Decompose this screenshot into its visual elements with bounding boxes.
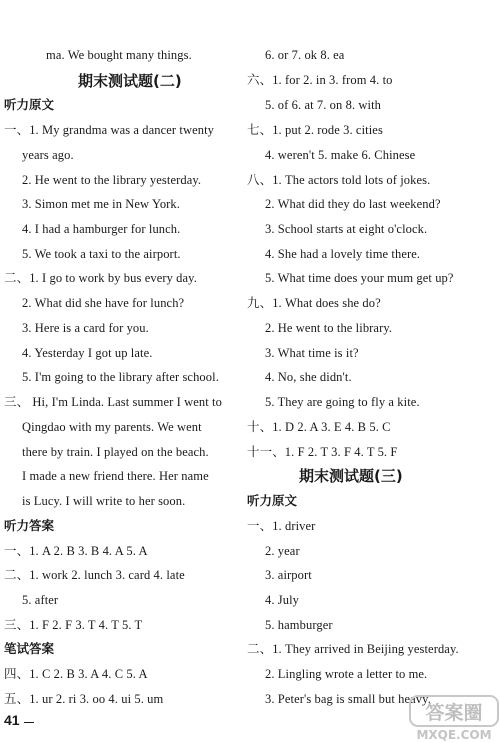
text-line: 2. year [265,544,300,558]
page-number-rule [24,722,34,723]
text-line: 4. She had a lovely time there. [265,247,421,261]
text-line: 二、1. I go to work by bus every day. [4,271,197,285]
text-line: ma. We bought many things. [46,48,192,62]
text-line: 2. Lingling wrote a letter to me. [265,667,428,681]
text-line: 2. He went to the library yesterday. [22,173,202,187]
text-line: 3. What time is it? [265,346,359,360]
heading-listening-text: 听力原文 [4,97,55,112]
watermark-text-bottom: MXQE.COM [416,728,492,742]
text-line: 五、1. ur 2. ri 3. oo 4. ui 5. um [4,692,164,706]
text-line: 九、1. What does she do? [247,296,381,310]
text-line: 一、1. My grandma was a dancer twenty [4,123,215,137]
text-line: 一、1. A 2. B 3. B 4. A 5. A [4,544,148,558]
text-line: 2. He went to the library. [265,321,393,335]
text-line: 七、1. put 2. rode 3. cities [247,123,383,137]
text-line: 5. We took a taxi to the airport. [22,247,181,261]
text-line: 3. airport [265,568,312,582]
text-line: 4. weren't 5. make 6. Chinese [265,148,416,162]
watermark-logo [408,694,500,743]
heading-written-answers: 笔试答案 [4,641,55,656]
text-line: 3. Peter's bag is small but heavy. [265,692,431,706]
text-line: 八、1. The actors told lots of jokes. [247,173,431,187]
page-number: 41 [4,712,20,728]
text-line: 5. They are going to fly a kite. [265,395,420,409]
text-line: Qingdao with my parents. We went [22,420,202,434]
watermark-text-top: 答案圈 [425,702,483,724]
text-line: 4. Yesterday I got up late. [22,346,153,360]
text-line: 2. What did they do last weekend? [265,197,441,211]
text-line: 二、1. They arrived in Beijing yesterday. [247,642,459,656]
text-line: 3. School starts at eight o'clock. [265,222,428,236]
text-line: 5. of 6. at 7. on 8. with [265,98,382,112]
text-line: 三、 Hi, I'm Linda. Last summer I went to [4,395,222,409]
text-line: 6. or 7. ok 8. ea [265,48,345,62]
heading-listening-text: 听力原文 [247,493,298,508]
heading-listening-answers: 听力答案 [4,518,55,533]
text-line: 一、1. driver [247,519,316,533]
text-line: 4. No, she didn't. [265,370,352,384]
text-line: 5. I'm going to the library after school. [22,370,219,384]
text-line: 十、1. D 2. A 3. E 4. B 5. C [247,420,391,434]
text-line: 2. What did she have for lunch? [22,296,185,310]
text-line: 三、1. F 2. F 3. T 4. T 5. T [4,618,143,632]
text-line: 4. July [265,593,300,607]
text-line: 六、1. for 2. in 3. from 4. to [247,73,393,87]
text-line: 5. hamburger [265,618,333,632]
text-line: 四、1. C 2. B 3. A 4. C 5. A [4,667,148,681]
text-line: 十一、1. F 2. T 3. F 4. T 5. F [247,445,398,459]
text-line: 二、1. work 2. lunch 3. card 4. late [4,568,185,582]
text-line: there by train. I played on the beach. [22,445,209,459]
text-line: 5. What time does your mum get up? [265,271,454,285]
text-line: 4. I had a hamburger for lunch. [22,222,181,236]
text-line: 5. after [22,593,59,607]
section-title: 期末测试题(三) [299,467,403,485]
text-line: 3. Simon met me in New York. [22,197,181,211]
section-title: 期末测试题(二) [78,72,182,90]
text-line: is Lucy. I will write to her soon. [22,494,186,508]
text-line: I made a new friend there. Her name [22,469,209,483]
text-line: years ago. [22,148,74,162]
text-line: 3. Here is a card for you. [22,321,149,335]
